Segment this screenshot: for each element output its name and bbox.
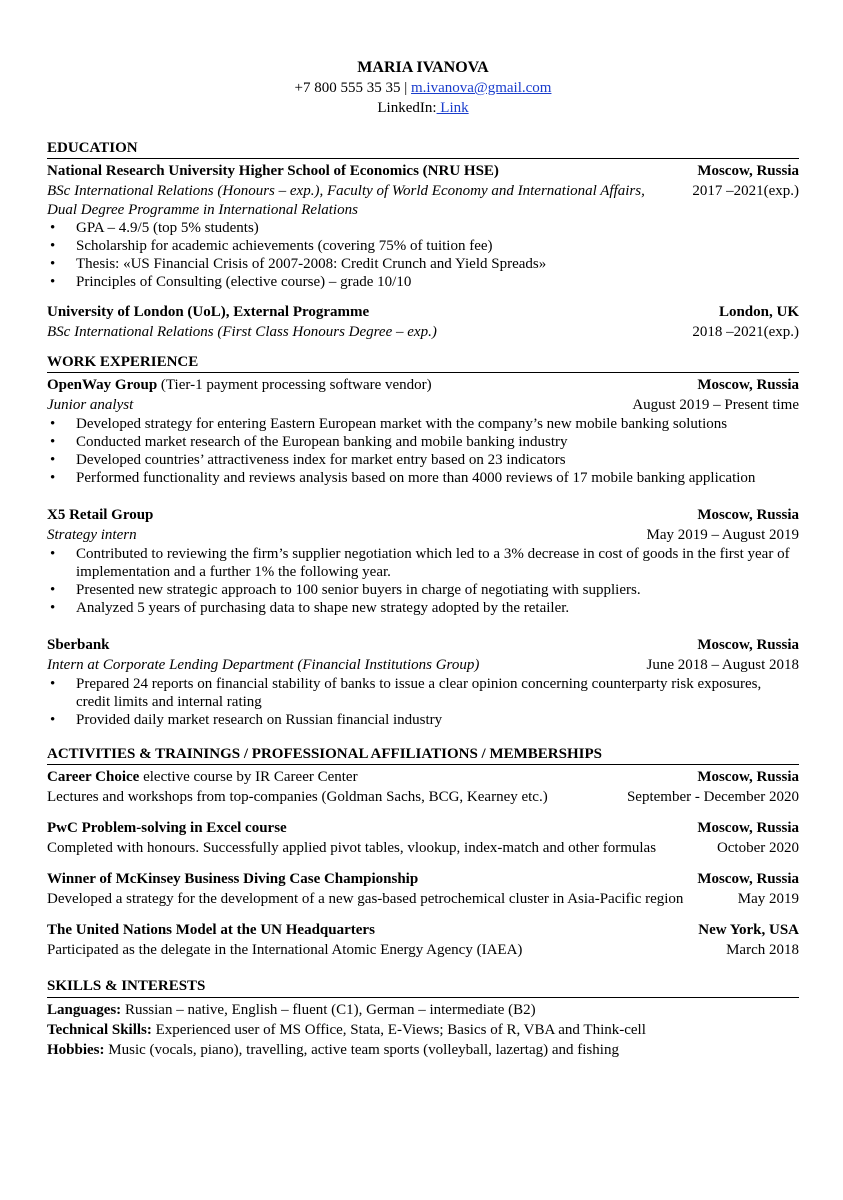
activity-entry <box>47 818 799 858</box>
activity-name-note: elective course by IR Career Center <box>139 769 358 785</box>
list-item: • Presented new strategic approach to 100 senior buyers in charge of negotiating with suppliers. <box>47 581 799 599</box>
education-degree-extra: Dual Degree Programme in International Relations <box>47 202 358 218</box>
resume-header <box>47 58 799 118</box>
activity-entry <box>47 920 799 960</box>
work-location: Moscow, Russia <box>697 637 799 653</box>
contact-separator: | <box>400 80 412 96</box>
activity-dates: September - December 2020 <box>626 789 799 805</box>
work-section <box>47 353 799 729</box>
skills-heading: SKILLS & INTERESTS <box>47 976 799 998</box>
work-entry-sberbank <box>47 635 799 729</box>
skills-languages <box>47 1000 799 1020</box>
education-section <box>47 139 799 342</box>
activity-dates: May 2019 <box>737 891 799 907</box>
work-dates: May 2019 – August 2019 <box>646 527 799 543</box>
activities-heading: ACTIVITIES & TRAININGS / PROFESSIONAL AFFILIATIONS / MEMBERSHIPS <box>47 745 799 765</box>
list-item: • Scholarship for academic achievements (covering 75% of tuition fee) <box>47 237 799 255</box>
education-org: University of London (UoL), External Programme <box>47 304 370 320</box>
education-dates: 2017 –2021(exp.) <box>692 183 799 199</box>
work-entry-openway <box>47 375 799 487</box>
activity-name: Winner of McKinsey Business Diving Case Championship <box>47 871 419 887</box>
activity-desc: Completed with honours. Successfully applied pivot tables, vlookup, index-match and other formulas <box>47 840 657 856</box>
activity-name: PwC Problem-solving in Excel course <box>47 820 287 836</box>
technical-label: Technical Skills: <box>47 1022 152 1038</box>
work-bullets <box>47 415 799 487</box>
list-item: • Principles of Consulting (elective course) – grade 10/10 <box>47 273 799 291</box>
languages-label: Languages: <box>47 1002 122 1018</box>
list-item: • GPA – 4.9/5 (top 5% students) <box>47 219 799 237</box>
languages-value: Russian – native, English – fluent (C1), German – intermediate (B2) <box>121 1002 536 1018</box>
education-degree: BSc International Relations (First Class Honours Degree – exp.) <box>47 324 437 340</box>
activity-location: Moscow, Russia <box>697 769 799 785</box>
education-heading: EDUCATION <box>47 139 799 159</box>
work-location: Moscow, Russia <box>697 377 799 393</box>
list-item: • Contributed to reviewing the firm’s supplier negotiation which led to a 3% decrease in cost of goods in the first year of implementation and a further 1% the following year. <box>47 545 799 581</box>
email-link[interactable]: m.ivanova@gmail.com <box>411 80 552 96</box>
education-dates: 2018 –2021(exp.) <box>692 324 799 340</box>
work-role: Intern at Corporate Lending Department (Financial Institutions Group) <box>47 657 480 673</box>
activity-desc: Participated as the delegate in the International Atomic Energy Agency (IAEA) <box>47 942 523 958</box>
list-item: • Provided daily market research on Russian financial industry <box>47 711 799 729</box>
education-location: London, UK <box>718 304 799 320</box>
work-org: X5 Retail Group <box>47 507 154 523</box>
activity-entry <box>47 869 799 909</box>
hobbies-label: Hobbies: <box>47 1042 105 1058</box>
resume-page <box>47 58 799 1060</box>
work-dates: June 2018 – August 2018 <box>646 657 799 673</box>
education-location: Moscow, Russia <box>697 163 799 179</box>
linkedin-link[interactable]: Link <box>436 100 469 116</box>
work-role: Strategy intern <box>47 527 137 543</box>
phone-number: +7 800 555 35 35 <box>294 80 401 96</box>
activity-dates: October 2020 <box>716 840 799 856</box>
work-dates: August 2019 – Present time <box>632 397 799 413</box>
candidate-name: MARIA IVANOVA <box>357 59 489 76</box>
education-entry-uol <box>47 302 799 342</box>
work-heading: WORK EXPERIENCE <box>47 353 799 373</box>
technical-value: Experienced user of MS Office, Stata, E-Views; Basics of R, VBA and Think-cell <box>151 1022 646 1038</box>
activity-entry <box>47 767 799 807</box>
education-bullets <box>47 219 799 291</box>
work-bullets <box>47 545 799 617</box>
activity-location: Moscow, Russia <box>697 820 799 836</box>
list-item: • Developed countries’ attractiveness index for market entry based on 23 indicators <box>47 451 799 469</box>
skills-section <box>47 976 799 1060</box>
list-item: • Performed functionality and reviews analysis based on more than 4000 reviews of 17 mobile banking application <box>47 469 799 487</box>
contact-line <box>47 78 799 98</box>
education-entry-hse <box>47 161 799 291</box>
education-org: National Research University Higher School of Economics (NRU HSE) <box>47 163 499 179</box>
work-bullets <box>47 675 799 729</box>
linkedin-label: LinkedIn: <box>377 100 437 116</box>
activity-desc: Developed a strategy for the development of a new gas-based petrochemical cluster in Asia-Pacific region <box>47 891 684 907</box>
activity-location: Moscow, Russia <box>697 871 799 887</box>
list-item: • Analyzed 5 years of purchasing data to shape new strategy adopted by the retailer. <box>47 599 799 617</box>
skills-technical <box>47 1020 799 1040</box>
activity-dates: March 2018 <box>726 942 799 958</box>
activity-desc: Lectures and workshops from top-companies (Goldman Sachs, BCG, Kearney etc.) <box>47 789 548 805</box>
work-location: Moscow, Russia <box>697 507 799 523</box>
activities-section <box>47 745 799 960</box>
list-item: • Developed strategy for entering Eastern European market with the company’s new mobile banking solutions <box>47 415 799 433</box>
work-org-note: (Tier-1 payment processing software vendor) <box>157 377 432 393</box>
activity-name: The United Nations Model at the UN Headquarters <box>47 922 375 938</box>
activity-name: Career Choice <box>47 769 140 785</box>
linkedin-line <box>47 98 799 118</box>
education-degree: BSc International Relations (Honours – exp.), Faculty of World Economy and International Affairs, <box>47 183 645 199</box>
work-entry-x5 <box>47 505 799 617</box>
list-item: • Thesis: «US Financial Crisis of 2007-2008: Credit Crunch and Yield Spreads» <box>47 255 799 273</box>
list-item: • Conducted market research of the European banking and mobile banking industry <box>47 433 799 451</box>
skills-hobbies <box>47 1040 799 1060</box>
work-role: Junior analyst <box>47 397 134 413</box>
work-org: OpenWay Group <box>47 377 158 393</box>
hobbies-value: Music (vocals, piano), travelling, active team sports (volleyball, lazertag) and fishing <box>104 1042 619 1058</box>
work-org: Sberbank <box>47 637 110 653</box>
list-item: • Prepared 24 reports on financial stability of banks to issue a clear opinion concerning counterparty risk exposures, credit limits and internal rating <box>47 675 799 711</box>
activity-location: New York, USA <box>698 922 799 938</box>
